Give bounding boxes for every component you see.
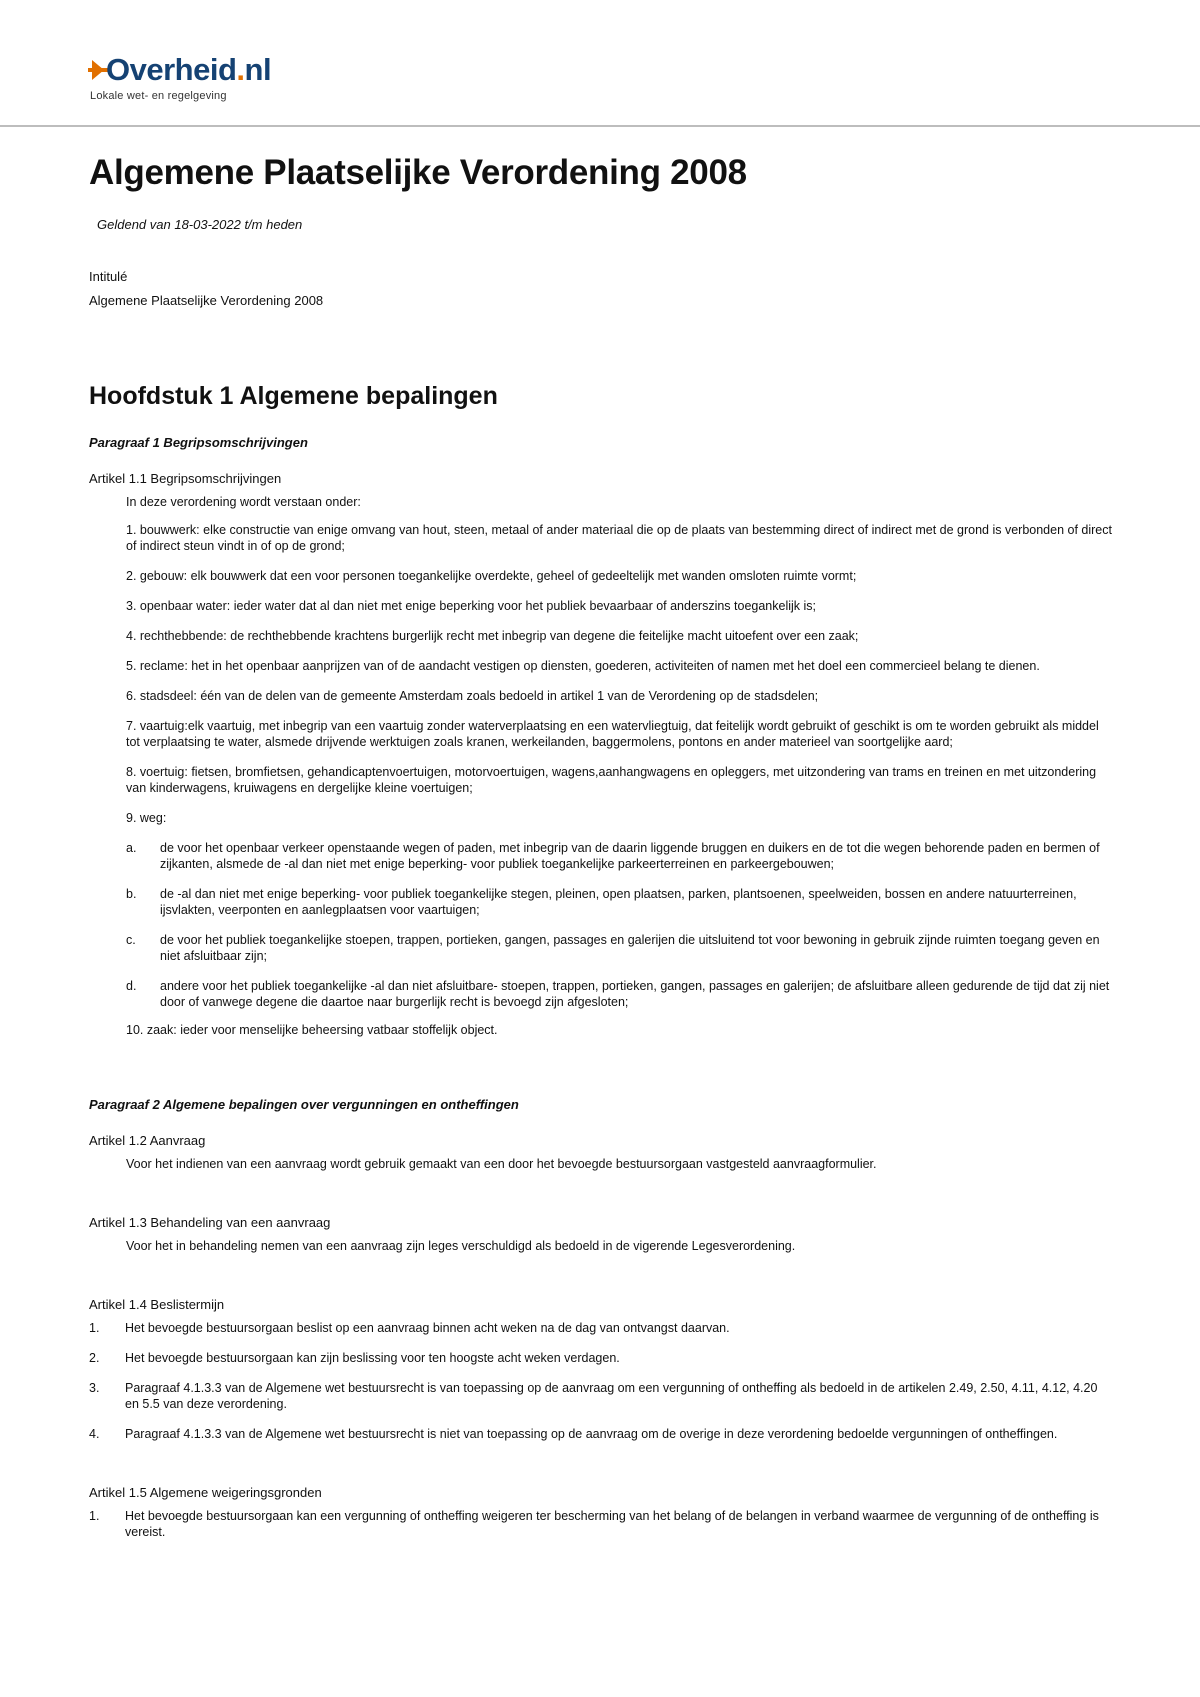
document-body <box>89 150 1114 1540</box>
sub-item-letter: d. <box>126 979 137 993</box>
sub-item-text: andere voor het publiek toegankelijke -al dan niet afsluitbare- stoepen, trappen, portieken, gangen, passages en galerijen; de afsluitbare alleen gedurende de tijd dat zij niet door of vanwege degene die daartoe naar burgerlijk recht is bevoegd zijn afgesloten; <box>160 979 1110 1009</box>
overheid-logo[interactable] <box>88 52 288 104</box>
list-item-text: Het bevoegde bestuursorgaan kan een vergunning of ontheffing weigeren ter bescherming van het belang of de belangen in verband waarmee de vergunning of de ontheffing is vereist. <box>125 1509 1099 1539</box>
list-item-number: 3. <box>89 1381 100 1395</box>
definition-item: 6. stadsdeel: één van de delen van de gemeente Amsterdam zoals bedoeld in artikel 1 van de Verordening op de stadsdelen; <box>126 689 819 703</box>
definition-item: 4. rechthebbende: de rechthebbende krachtens burgerlijk recht met inbegrip van degene die feitelijke macht uitoefent over een zaak; <box>126 629 859 643</box>
definition-item: 10. zaak: ieder voor menselijke beheersing vatbaar stoffelijk object. <box>126 1023 498 1037</box>
weg-sub-list <box>126 840 1114 1010</box>
definition-item: 9. weg: <box>126 811 167 825</box>
sub-item-letter: a. <box>126 841 137 855</box>
article-1-2-text: Voor het indienen van een aanvraag wordt gebruik gemaakt van een door het bevoegde bestuursorgaan vastgesteld aanvraagformulier. <box>126 1157 877 1171</box>
list-item-text: Paragraaf 4.1.3.3 van de Algemene wet bestuursrecht is niet van toepassing op de aanvraag om de overige in deze verordening bedoelde vergunningen of ontheffingen. <box>125 1427 1058 1441</box>
list-item-text: Het bevoegde bestuursorgaan beslist op een aanvraag binnen acht weken na de dag van ontvangst daarvan. <box>125 1321 730 1335</box>
definition-item: 5. reclame: het in het openbaar aanprijzen van of de aandacht vestigen op diensten, goederen, activiteiten of namen met het doel een commercieel belang te dienen. <box>126 659 1040 673</box>
list-item <box>89 1426 1114 1442</box>
logo-wordmark: Overheid.nl <box>106 52 272 87</box>
paragraaf-2-title: Paragraaf 2 Algemene bepalingen over vergunningen en ontheffingen <box>89 1097 519 1112</box>
article-1-5-list <box>89 1508 1114 1540</box>
sub-item-letter: b. <box>126 887 137 901</box>
article-1-3-text: Voor het in behandeling nemen van een aanvraag zijn leges verschuldigd als bedoeld in de vigerende Legesverordening. <box>126 1239 796 1253</box>
list-item <box>89 1320 1114 1336</box>
logo-tagline: Lokale wet- en regelgeving <box>90 90 227 102</box>
article-1-4-list <box>89 1320 1114 1442</box>
list-item-text: Het bevoegde bestuursorgaan kan zijn beslissing voor ten hoogste acht weken verdagen. <box>125 1351 620 1365</box>
sub-item <box>126 840 1114 872</box>
list-item <box>89 1380 1114 1412</box>
list-item-number: 1. <box>89 1321 100 1335</box>
list-item-number: 4. <box>89 1427 100 1441</box>
list-item <box>89 1508 1114 1540</box>
article-1-2-title: Artikel 1.2 Aanvraag <box>89 1133 206 1148</box>
list-item <box>89 1350 1114 1366</box>
sub-item-letter: c. <box>126 933 136 947</box>
list-item-text: Paragraaf 4.1.3.3 van de Algemene wet bestuursrecht is van toepassing op de aanvraag om een vergunning of ontheffing als bedoeld in de artikelen 2.49, 2.50, 4.11, 4.12, 4.20 en 5.5 van deze verordening. <box>125 1381 1098 1411</box>
definition-item: 1. bouwwerk: elke constructie van enige omvang van hout, steen, metaal of ander materiaal die op de plaats van bestemming direct of indirect met de grond is verbonden of direct of indirect steun vindt in of op de grond; <box>126 523 1112 553</box>
article-1-1-intro: In deze verordening wordt verstaan onder: <box>126 495 361 509</box>
list-item-number: 2. <box>89 1351 100 1365</box>
header-divider <box>0 125 1200 127</box>
paragraaf-1-title: Paragraaf 1 Begripsomschrijvingen <box>89 435 308 450</box>
intitule-value: Algemene Plaatselijke Verordening 2008 <box>89 293 324 308</box>
chapter-title: Hoofdstuk 1 Algemene bepalingen <box>89 382 498 410</box>
sub-item <box>126 978 1114 1010</box>
definition-item: 8. voertuig: fietsen, bromfietsen, gehandicaptenvoertuigen, motorvoertuigen, wagens,aanhangwagens en opleggers, met uitzondering van trams en treinen en met uitzondering van kinderwagens, kruiwagens en dergelijke kleine voertuigen; <box>126 765 1097 795</box>
definition-list-tail <box>126 1022 1114 1038</box>
page-header <box>0 0 1200 128</box>
intitule-label: Intitulé <box>89 269 128 284</box>
article-1-3-title: Artikel 1.3 Behandeling van een aanvraag <box>89 1215 331 1230</box>
sub-item-text: de voor het publiek toegankelijke stoepen, trappen, portieken, gangen, passages en galerijen die uitsluitend tot voor bewoning in gebruik zijnde ruimten toegang geven en niet afsluitbaar zijn; <box>160 933 1100 963</box>
definition-item: 7. vaartuig:elk vaartuig, met inbegrip van een vaartuig zonder waterverplaatsing en een watervliegtuig, dat feitelijk wordt gebruikt of geschikt is om te worden gebruikt als middel tot verplaatsing te water, alsmede drijvende werktuigen zoals kranen, werkeilanden, baggermolens, pontons en ander materieel van soortgelijke aard; <box>126 719 1099 749</box>
article-1-1-title: Artikel 1.1 Begripsomschrijvingen <box>89 471 282 486</box>
definition-item: 3. openbaar water: ieder water dat al dan niet met enige beperking voor het publiek bevaarbaar of anderszins toegankelijk is; <box>126 599 817 613</box>
definition-list <box>126 522 1114 826</box>
article-1-5-title: Artikel 1.5 Algemene weigeringsgronden <box>89 1485 322 1500</box>
sub-item <box>126 932 1114 964</box>
sub-item <box>126 886 1114 918</box>
list-item-number: 1. <box>89 1509 100 1523</box>
sub-item-text: de voor het openbaar verkeer openstaande wegen of paden, met inbegrip van de daarin liggende bruggen en duikers en de tot die wegen behorende paden en bermen of zijkanten, alsmede de -al dan niet met enige beperking- voor publiek toegankelijke parkeerterreinen en parkeergebouwen; <box>160 841 1100 871</box>
sub-item-text: de -al dan niet met enige beperking- voor publiek toegankelijke stegen, pleinen, open plaatsen, parken, plantsoenen, speelweiden, bossen en andere natuurterreinen, ijsvlakten, veerponten en aanlegplaatsen voor vaartuigen; <box>160 887 1077 917</box>
article-1-4-title: Artikel 1.4 Beslistermijn <box>89 1297 225 1312</box>
document-title: Algemene Plaatselijke Verordening 2008 <box>89 153 747 192</box>
validity-period: Geldend van 18-03-2022 t/m heden <box>97 217 303 232</box>
definition-item: 2. gebouw: elk bouwwerk dat een voor personen toegankelijke overdekte, geheel of gedeeltelijk met wanden omsloten ruimte vormt; <box>126 569 857 583</box>
